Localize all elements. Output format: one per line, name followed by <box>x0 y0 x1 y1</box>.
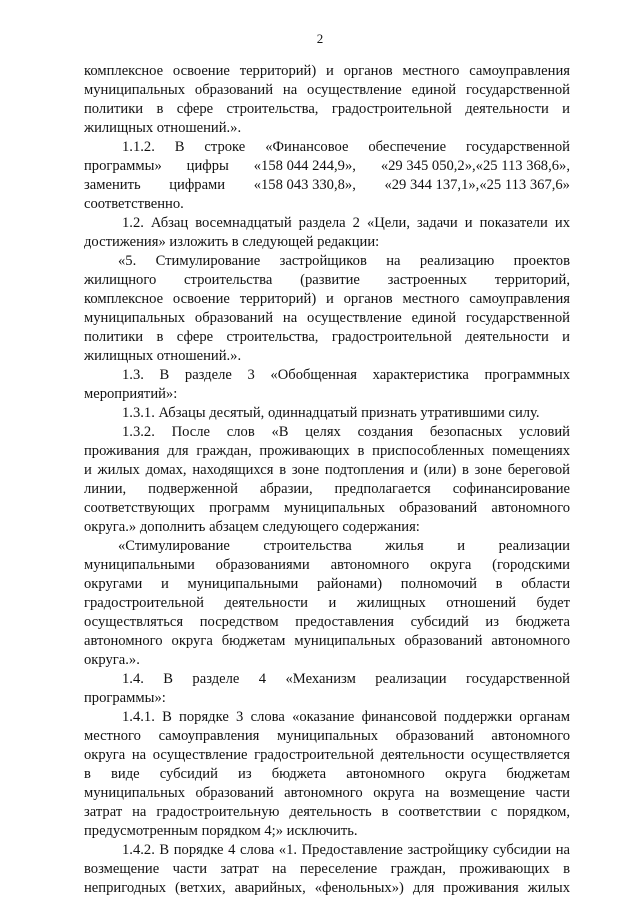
text-line: 1.4. В разделе 4 «Механизм реализации государственной <box>122 671 570 687</box>
text-line: 1.1.2. В строке «Финансовое обеспечение государственной <box>122 139 570 155</box>
text-line: округа на осуществление градостроительной деятельности осуществляется <box>84 747 570 763</box>
text-line: 1.3.1. Абзацы десятый, одиннадцатый признать утратившими силу. <box>122 405 540 421</box>
text-line: 1.2. Абзац восемнадцатый раздела 2 «Цели, задачи и показатели их <box>122 215 570 231</box>
text-line: автономного округа бюджетам муниципальных образований автономного <box>84 633 570 649</box>
text-line: округа.». <box>84 652 140 668</box>
text-line: соответственно. <box>84 196 184 212</box>
text-line: «5. Стимулирование застройщиков на реализацию проектов <box>118 253 570 269</box>
text-line <box>84 157 570 176</box>
text-line: линии, подверженной абразии, предполагается софинансирование <box>84 481 570 497</box>
text-line: 1.4.2. В порядке 4 слова «1. Предоставление застройщику субсидии на <box>122 842 570 858</box>
text-line: 1.4.1. В порядке 3 слова «оказание финансовой поддержки органам <box>122 709 570 725</box>
text-cell: «158 043 330,8», <box>253 177 356 193</box>
text-line: соответствующих программ муниципальных образований автономного <box>84 500 570 516</box>
text-cell: цифры <box>186 158 229 174</box>
text-line: возмещение части затрат на переселение граждан, проживающих в <box>84 861 570 877</box>
text-line: затрат на градостроительную деятельность в соответствии с порядком, <box>84 804 570 820</box>
text-cell: «29 345 050,2»,«25 113 368,6», <box>380 158 570 174</box>
page-number: 2 <box>316 31 324 46</box>
text-line: жилищных отношений.». <box>84 120 242 136</box>
text-line: в виде субсидий из бюджета автономного округа бюджетам <box>84 766 570 782</box>
text-line: «Стимулирование строительства жилья и реализации <box>118 538 570 554</box>
text-line: 1.3.2. После слов «В целях создания безопасных условий <box>122 424 570 440</box>
text-line: программы»: <box>84 690 166 706</box>
text-line: муниципальных образований на осуществление единой государственной <box>84 310 570 326</box>
document-body <box>84 62 570 898</box>
text-line: комплексное освоение территорий) и органов местного самоуправления <box>84 63 570 79</box>
text-line: политики в сфере строительства, градостроительной деятельности и <box>84 101 570 117</box>
text-line: проживания для граждан, проживающих в приспособленных помещениях <box>84 443 570 459</box>
text-line: муниципальными образованиями автономного округа (городскими <box>84 557 570 573</box>
text-line: градостроительной деятельности и жилищных отношений будет <box>84 595 570 611</box>
text-cell: цифрами <box>169 177 226 193</box>
text-line: жилищного строительства (развитие застроенных территорий, <box>84 272 570 288</box>
text-line: муниципальных образований на осуществление единой государственной <box>84 82 570 98</box>
text-line: комплексное освоение территорий) и органов местного самоуправления <box>84 291 570 307</box>
text-line: предусмотренным порядком 4;» исключить. <box>84 823 358 839</box>
text-line: 1.3. В разделе 3 «Обобщенная характеристика программных <box>122 367 570 383</box>
text-line: политики в сфере строительства, градостроительной деятельности и <box>84 329 570 345</box>
text-line: и жилых домах, находящихся в зоне подтопления и (или) в зоне береговой <box>84 462 570 478</box>
text-cell: заменить <box>84 177 141 193</box>
text-line: местного самоуправления муниципальных образований автономного <box>84 728 570 744</box>
text-line <box>84 176 570 195</box>
text-line: округа.» дополнить абзацем следующего содержания: <box>84 519 420 535</box>
text-line: муниципальных образований автономного округа на возмещение части <box>84 785 570 801</box>
text-line: осуществляться посредством предоставления субсидий из бюджета <box>84 614 570 630</box>
text-line: округами и муниципальными районами) полномочий в области <box>84 576 570 592</box>
text-line: непригодных (ветхих, аварийных, «фенольных») для проживания жилых <box>84 880 570 896</box>
text-cell: «158 044 244,9», <box>253 158 356 174</box>
text-line: мероприятий»: <box>84 386 178 402</box>
text-line: жилищных отношений.». <box>84 348 242 364</box>
text-cell: программы» <box>84 158 162 174</box>
text-line: достижения» изложить в следующей редакции: <box>84 234 380 250</box>
text-cell: «29 344 137,1»,«25 113 367,6» <box>384 177 570 193</box>
